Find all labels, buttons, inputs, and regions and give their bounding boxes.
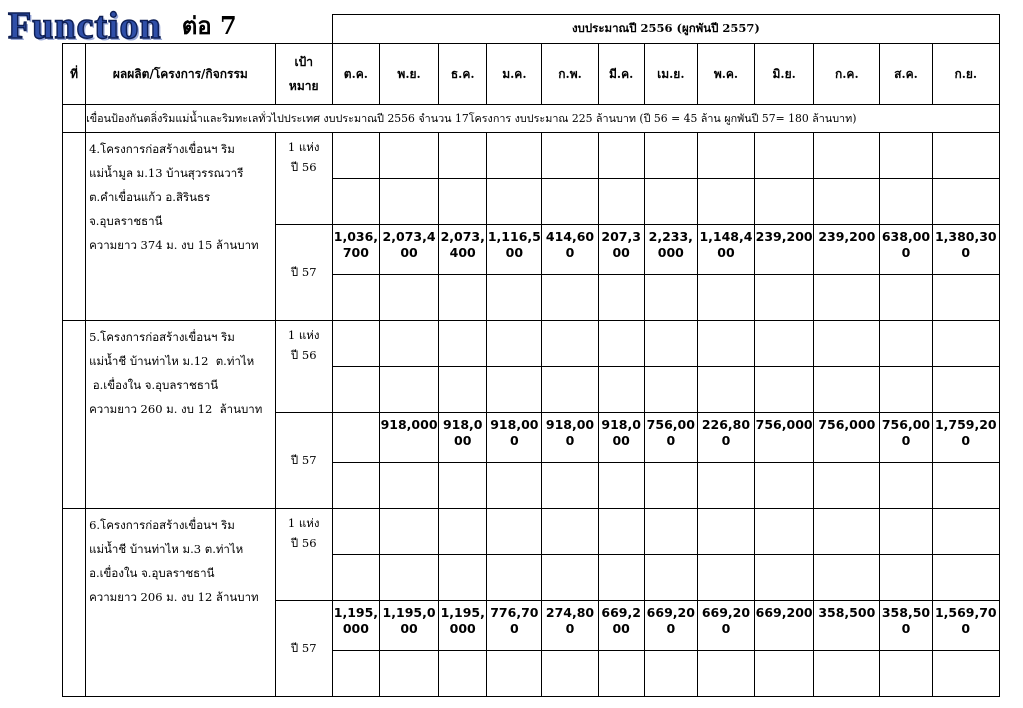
empty-cell: [755, 179, 814, 225]
empty-cell: [755, 275, 814, 321]
empty-cell: [332, 367, 379, 413]
project-line: 4.โครงการก่อสร้างเขื่อนฯ ริม: [89, 142, 235, 156]
empty-cell: [644, 367, 697, 413]
empty-cell: [880, 509, 932, 555]
value-cell: 1,380,300: [932, 225, 999, 275]
header-target-line1: เป้า: [294, 55, 313, 69]
header-target-line2: หมาย: [288, 79, 319, 93]
empty-cell: [755, 367, 814, 413]
month-header: ก.ค.: [814, 44, 880, 105]
project-row: [63, 321, 1000, 367]
project-line: ความยาว 206 ม. งบ 12 ล้านบาท: [89, 590, 259, 604]
value-cell: 2,233,000: [644, 225, 697, 275]
target-56-line: 1 แห่ง: [287, 328, 320, 342]
value-cell: 239,200: [814, 225, 880, 275]
empty-cell: [439, 509, 487, 555]
empty-cell: [598, 275, 644, 321]
empty-cell: [439, 179, 487, 225]
empty-cell: [332, 555, 379, 601]
empty-cell: [755, 509, 814, 555]
value-cell: 918,000: [439, 413, 487, 463]
empty-cell: [332, 179, 379, 225]
month-header: ส.ค.: [880, 44, 932, 105]
target-56-line: 1 แห่ง: [287, 516, 320, 530]
target-56: [275, 509, 332, 601]
empty-cell: [379, 321, 438, 367]
empty-cell: [814, 133, 880, 179]
empty-cell: [439, 275, 487, 321]
value-cell: 207,300: [598, 225, 644, 275]
value-cell: 756,000: [880, 413, 932, 463]
empty-cell: [755, 463, 814, 509]
empty-cell: [332, 275, 379, 321]
value-cell: 274,800: [542, 601, 598, 651]
group-title: เขื่อนป้องกันตลิ่งริมแม่น้ำและริมทะเลทั่วไปประเทศ งบประมาณปี 2556 จำนวน 17โครงการ งบประมาณ 225 ล้านบาท (ปี 56 = 45 ล้าน ผูกพันปี 57= 180 ล้านบาท): [86, 105, 1000, 133]
empty-cell: [880, 133, 932, 179]
header-target: [275, 44, 332, 105]
value-cell: 226,800: [697, 413, 754, 463]
empty-cell: [814, 463, 880, 509]
value-cell: 1,148,400: [697, 225, 754, 275]
value-cell: 918,000: [487, 413, 542, 463]
header-blank: [63, 15, 333, 44]
empty-cell: [880, 275, 932, 321]
value-cell: [332, 413, 379, 463]
empty-cell: [379, 555, 438, 601]
empty-cell: [487, 367, 542, 413]
empty-cell: [755, 133, 814, 179]
empty-cell: [644, 275, 697, 321]
target-56-line: 1 แห่ง: [287, 140, 320, 154]
value-cell: 669,200: [697, 601, 754, 651]
value-cell: 2,073,400: [439, 225, 487, 275]
empty-cell: [487, 179, 542, 225]
project-line: ความยาว 374 ม. งบ 15 ล้านบาท: [89, 238, 259, 252]
project-line: แม่น้ำชี บ้านท่าไห ม.12 ต.ท่าไห: [89, 354, 255, 368]
empty-cell: [487, 321, 542, 367]
empty-cell: [697, 463, 754, 509]
empty-cell: [332, 509, 379, 555]
empty-cell: [379, 651, 438, 697]
project-line: 5.โครงการก่อสร้างเขื่อนฯ ริม: [89, 330, 235, 344]
value-cell: 669,200: [755, 601, 814, 651]
empty-cell: [379, 133, 438, 179]
empty-cell: [487, 133, 542, 179]
empty-cell: [598, 509, 644, 555]
value-cell: 669,200: [598, 601, 644, 651]
empty-cell: [932, 651, 999, 697]
empty-cell: [814, 555, 880, 601]
empty-cell: [542, 179, 598, 225]
empty-cell: [542, 463, 598, 509]
empty-cell: [644, 133, 697, 179]
empty-cell: [644, 321, 697, 367]
value-cell: 1,195,000: [332, 601, 379, 651]
empty-cell: [379, 509, 438, 555]
project-row: [63, 133, 1000, 179]
empty-cell: [814, 275, 880, 321]
month-header: มี.ค.: [598, 44, 644, 105]
empty-cell: [332, 651, 379, 697]
empty-cell: [332, 463, 379, 509]
value-cell: 1,195,000: [379, 601, 438, 651]
empty-cell: [439, 463, 487, 509]
empty-cell: [932, 321, 999, 367]
empty-cell: [379, 179, 438, 225]
value-cell: 1,195,000: [439, 601, 487, 651]
month-header: ก.ย.: [932, 44, 999, 105]
project-line: ต.คำเขื่อนแก้ว อ.สิรินธร: [89, 190, 211, 204]
empty-cell: [932, 133, 999, 179]
value-cell: 756,000: [644, 413, 697, 463]
target-57: ปี 57: [275, 601, 332, 697]
value-cell: 669,200: [644, 601, 697, 651]
value-cell: 358,500: [880, 601, 932, 651]
empty-cell: [814, 179, 880, 225]
month-header: ก.พ.: [542, 44, 598, 105]
month-header: มิ.ย.: [755, 44, 814, 105]
month-header: พ.ย.: [379, 44, 438, 105]
month-header: ต.ค.: [332, 44, 379, 105]
empty-cell: [697, 179, 754, 225]
empty-cell: [932, 179, 999, 225]
project-line: แม่น้ำมูล ม.13 บ้านสุวรรณวารี: [89, 166, 244, 180]
empty-cell: [644, 651, 697, 697]
empty-cell: [598, 555, 644, 601]
empty-cell: [542, 555, 598, 601]
empty-cell: [644, 555, 697, 601]
empty-cell: [439, 321, 487, 367]
empty-cell: [755, 555, 814, 601]
value-cell: 918,000: [379, 413, 438, 463]
empty-cell: [598, 463, 644, 509]
empty-cell: [487, 463, 542, 509]
value-cell: 1,036,700: [332, 225, 379, 275]
empty-cell: [598, 367, 644, 413]
empty-cell: [932, 555, 999, 601]
project-line: ความยาว 260 ม. งบ 12 ล้านบาท: [89, 402, 263, 416]
empty-cell: [644, 463, 697, 509]
empty-cell: [487, 555, 542, 601]
empty-cell: [880, 179, 932, 225]
empty-cell: [487, 651, 542, 697]
empty-cell: [439, 555, 487, 601]
empty-cell: [880, 463, 932, 509]
target-56-line: ปี 56: [290, 536, 317, 550]
empty-cell: [439, 133, 487, 179]
header-no: ที่: [63, 44, 86, 105]
empty-cell: [932, 275, 999, 321]
empty-cell: [880, 367, 932, 413]
target-56-line: ปี 56: [290, 160, 317, 174]
empty-cell: [932, 463, 999, 509]
empty-cell: [880, 321, 932, 367]
target-57: ปี 57: [275, 225, 332, 321]
empty-cell: [644, 509, 697, 555]
project-row: [63, 509, 1000, 555]
empty-cell: [755, 321, 814, 367]
budget-year-header: งบประมาณปี 2556 (ผูกพันปี 2557): [332, 15, 999, 44]
value-cell: 239,200: [755, 225, 814, 275]
project-line: 6.โครงการก่อสร้างเขื่อนฯ ริม: [89, 518, 235, 532]
empty-cell: [932, 367, 999, 413]
project-line: จ.อุบลราชธานี: [89, 214, 163, 228]
value-cell: 1,569,700: [932, 601, 999, 651]
empty-cell: [932, 509, 999, 555]
value-cell: 1,759,200: [932, 413, 999, 463]
value-cell: 638,000: [880, 225, 932, 275]
empty-cell: [439, 651, 487, 697]
empty-cell: [379, 367, 438, 413]
value-cell: 756,000: [814, 413, 880, 463]
empty-cell: [697, 555, 754, 601]
value-cell: 1,116,500: [487, 225, 542, 275]
empty-cell: [439, 367, 487, 413]
value-cell: 358,500: [814, 601, 880, 651]
empty-cell: [487, 275, 542, 321]
empty-cell: [880, 555, 932, 601]
empty-cell: [644, 179, 697, 225]
empty-cell: [880, 651, 932, 697]
project-no-cell: [63, 321, 86, 509]
empty-cell: [332, 321, 379, 367]
function-title: Function: [8, 5, 162, 47]
project-no-cell: [63, 509, 86, 697]
empty-cell: [542, 133, 598, 179]
empty-cell: [697, 275, 754, 321]
empty-cell: [598, 133, 644, 179]
value-cell: 918,000: [598, 413, 644, 463]
month-header: พ.ค.: [697, 44, 754, 105]
empty-cell: [697, 133, 754, 179]
value-cell: 918,000: [542, 413, 598, 463]
month-header: เม.ย.: [644, 44, 697, 105]
value-cell: 2,073,400: [379, 225, 438, 275]
empty-cell: [755, 651, 814, 697]
empty-cell: [814, 321, 880, 367]
target-56: [275, 321, 332, 413]
empty-cell: [542, 509, 598, 555]
project-line: อ.เขื่องใน จ.อุบลราชธานี: [89, 566, 215, 580]
value-cell: 414,600: [542, 225, 598, 275]
target-57: ปี 57: [275, 413, 332, 509]
target-56-line: ปี 56: [290, 348, 317, 362]
project-description: [86, 133, 276, 321]
project-description: [86, 321, 276, 509]
empty-cell: [542, 651, 598, 697]
empty-cell: [332, 133, 379, 179]
empty-cell: [697, 509, 754, 555]
empty-cell: [697, 321, 754, 367]
value-cell: 776,700: [487, 601, 542, 651]
project-line: อ.เขื่องใน จ.อุบลราชธานี: [89, 378, 219, 392]
empty-cell: [379, 463, 438, 509]
empty-cell: [379, 275, 438, 321]
empty-cell: [598, 179, 644, 225]
empty-cell: [598, 321, 644, 367]
empty-cell: [598, 651, 644, 697]
empty-cell: [542, 275, 598, 321]
target-56: [275, 133, 332, 225]
empty-cell: [697, 651, 754, 697]
empty-cell: [814, 651, 880, 697]
month-header: ธ.ค.: [439, 44, 487, 105]
value-cell: 756,000: [755, 413, 814, 463]
empty-cell: [542, 321, 598, 367]
budget-table: [62, 14, 1000, 697]
header-product: ผลผลิต/โครงการ/กิจกรรม: [86, 44, 276, 105]
empty-cell: [814, 509, 880, 555]
group-no-cell: [63, 105, 86, 133]
project-description: [86, 509, 276, 697]
project-line: แม่น้ำชี บ้านท่าไห ม.3 ต.ท่าไห: [89, 542, 244, 556]
empty-cell: [697, 367, 754, 413]
empty-cell: [487, 509, 542, 555]
empty-cell: [542, 367, 598, 413]
title-suffix: ต่อ 7: [181, 11, 237, 40]
month-header: ม.ค.: [487, 44, 542, 105]
empty-cell: [814, 367, 880, 413]
project-no-cell: [63, 133, 86, 321]
